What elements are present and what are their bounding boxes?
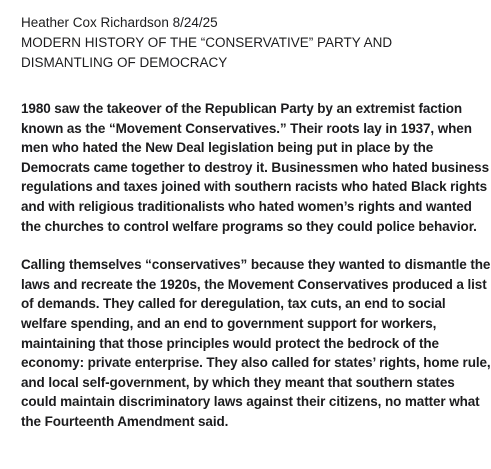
document <box>21 12 491 432</box>
document-title: MODERN HISTORY OF THE “CONSERVATIVE” PARTY AND DISMANTLING OF DEMOCRACY <box>21 35 393 70</box>
paragraph-2: Calling themselves “conservatives” because they wanted to dismantle the laws and recreate the 1920s, the Movement Conservatives produced a list of demands. They called for deregulation, tax cuts, an end to social welfare spending, and an end to government support for workers, maintaining that those principles would protect the bedrock of the economy: private enterprise. They also called for states’ rights, home rule, and local self-government, by which they meant that southern states could maintain discriminatory laws against their citizens, no matter what the Fourteenth Amendment said. <box>21 257 491 429</box>
paragraph-1: 1980 saw the takeover of the Republican Party by an extremist faction known as the “Movement Conservatives.” Their roots lay in 1937, when men who hated the New Deal legislation being put in place by the Democrats came together to destroy it. Businessmen who hated business regulations and taxes joined with southern racists who hated Black rights and with religious traditionalists who hated women’s rights and wanted the churches to control welfare programs so they could police behavior. <box>21 101 489 234</box>
byline: Heather Cox Richardson 8/24/25 <box>21 15 218 30</box>
